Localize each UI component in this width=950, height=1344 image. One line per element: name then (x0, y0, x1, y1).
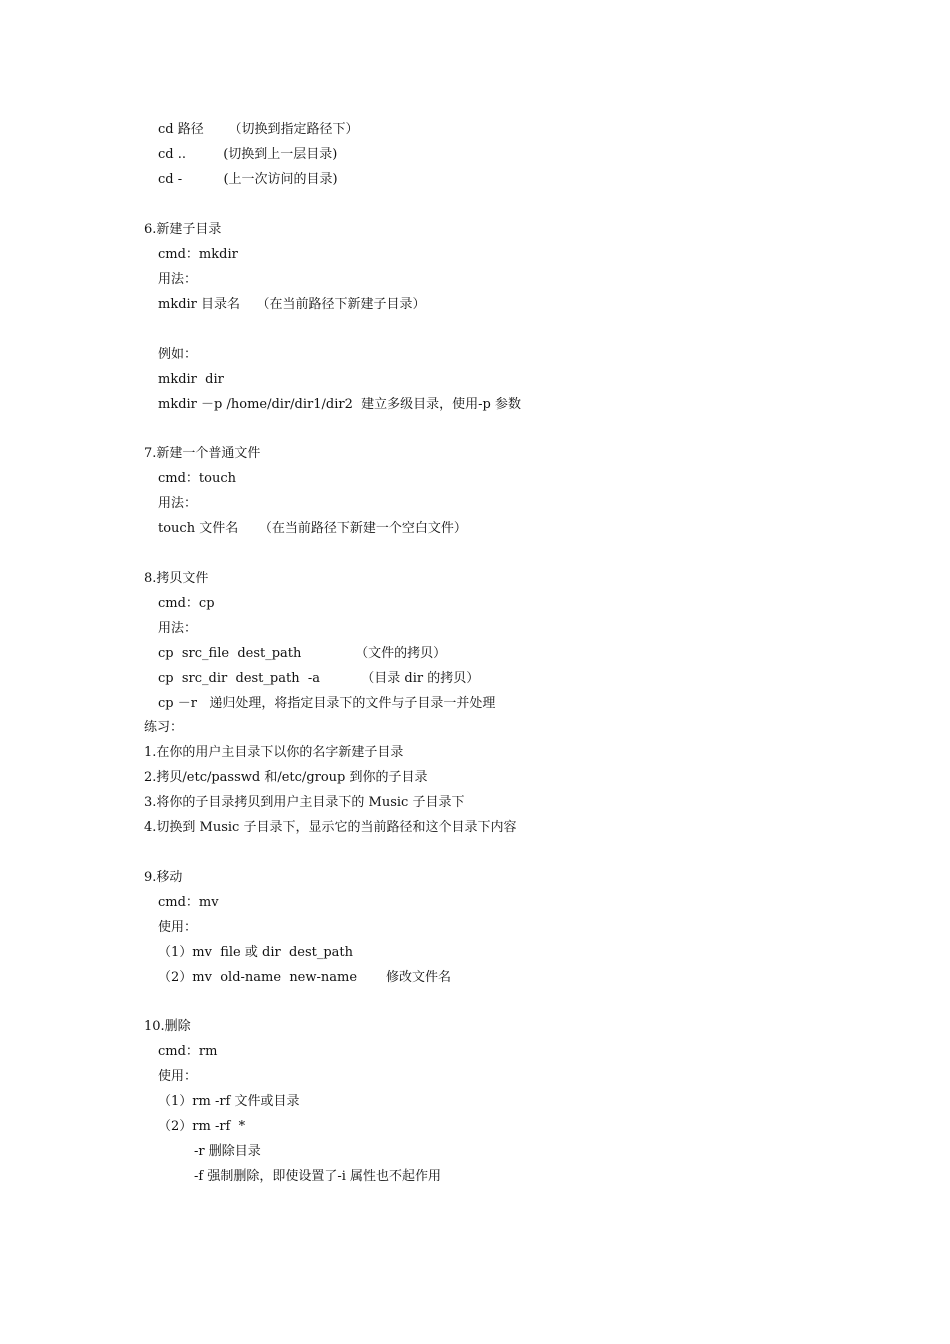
touch-usage-line: touch 文件名 （在当前路径下新建一个空白文件） (158, 521, 467, 536)
cp-usage-label: 用法： (158, 621, 198, 636)
cd-parent-line: cd .. (切换到上一层目录) (158, 147, 338, 162)
exercise-item: 4.切换到 Music 子目录下，显示它的当前路径和这个目录下内容 (144, 820, 517, 835)
rm-cmd-line: cmd：rm (158, 1044, 218, 1059)
rm-option-line: -f 强制删除，即使设置了-i 属性也不起作用 (194, 1169, 442, 1184)
rm-usage-line: （1）rm -rf 文件或目录 (158, 1094, 300, 1109)
mv-rename-line: （2）mv old-name new-name 修改文件名 (158, 970, 451, 985)
section-heading-mv: 9.移动 (144, 870, 183, 885)
rm-usage-label: 使用： (158, 1069, 198, 1084)
touch-usage-label: 用法： (158, 496, 198, 511)
cd-previous-line: cd - (上一次访问的目录) (158, 172, 338, 187)
cp-file-line: cp src_file dest_path （文件的拷贝） (158, 646, 447, 661)
mkdir-example-line: mkdir dir (158, 372, 224, 387)
mv-usage-label: 使用： (158, 920, 198, 935)
cd-path-line: cd 路径 （切换到指定路径下） (158, 122, 359, 137)
section-heading-mkdir: 6.新建子目录 (144, 222, 222, 237)
mkdir-p-example-line: mkdir －p /home/dir/dir1/dir2 建立多级目录，使用-p 参数 (158, 397, 521, 412)
exercise-item: 3.将你的子目录拷贝到用户主目录下的 Music 子目录下 (144, 795, 465, 810)
rm-usage-line: （2）rm -rf * (158, 1119, 246, 1134)
section-heading-rm: 10.删除 (144, 1019, 191, 1034)
exercise-item: 2.拷贝/etc/passwd 和/etc/group 到你的子目录 (144, 770, 428, 785)
section-heading-touch: 7.新建一个普通文件 (144, 446, 261, 461)
mkdir-cmd-line: cmd：mkdir (158, 247, 238, 262)
exercise-item: 1.在你的用户主目录下以你的名字新建子目录 (144, 745, 404, 760)
cp-cmd-line: cmd：cp (158, 596, 215, 611)
rm-option-line: -r 删除目录 (194, 1144, 261, 1159)
mv-cmd-line: cmd：mv (158, 895, 219, 910)
mkdir-usage-label: 用法： (158, 272, 198, 287)
cp-recursive-line: cp －r 递归处理，将指定目录下的文件与子目录一并处理 (158, 696, 496, 711)
touch-cmd-line: cmd：touch (158, 471, 237, 486)
exercise-heading: 练习： (144, 720, 184, 735)
section-heading-cp: 8.拷贝文件 (144, 571, 209, 586)
mkdir-usage-line: mkdir 目录名 （在当前路径下新建子目录） (158, 297, 426, 312)
mkdir-example-label: 例如： (158, 347, 198, 362)
mv-move-line: （1）mv file 或 dir dest_path (158, 945, 354, 960)
cp-dir-line: cp src_dir dest_path -a （目录 dir 的拷贝） (158, 671, 480, 686)
